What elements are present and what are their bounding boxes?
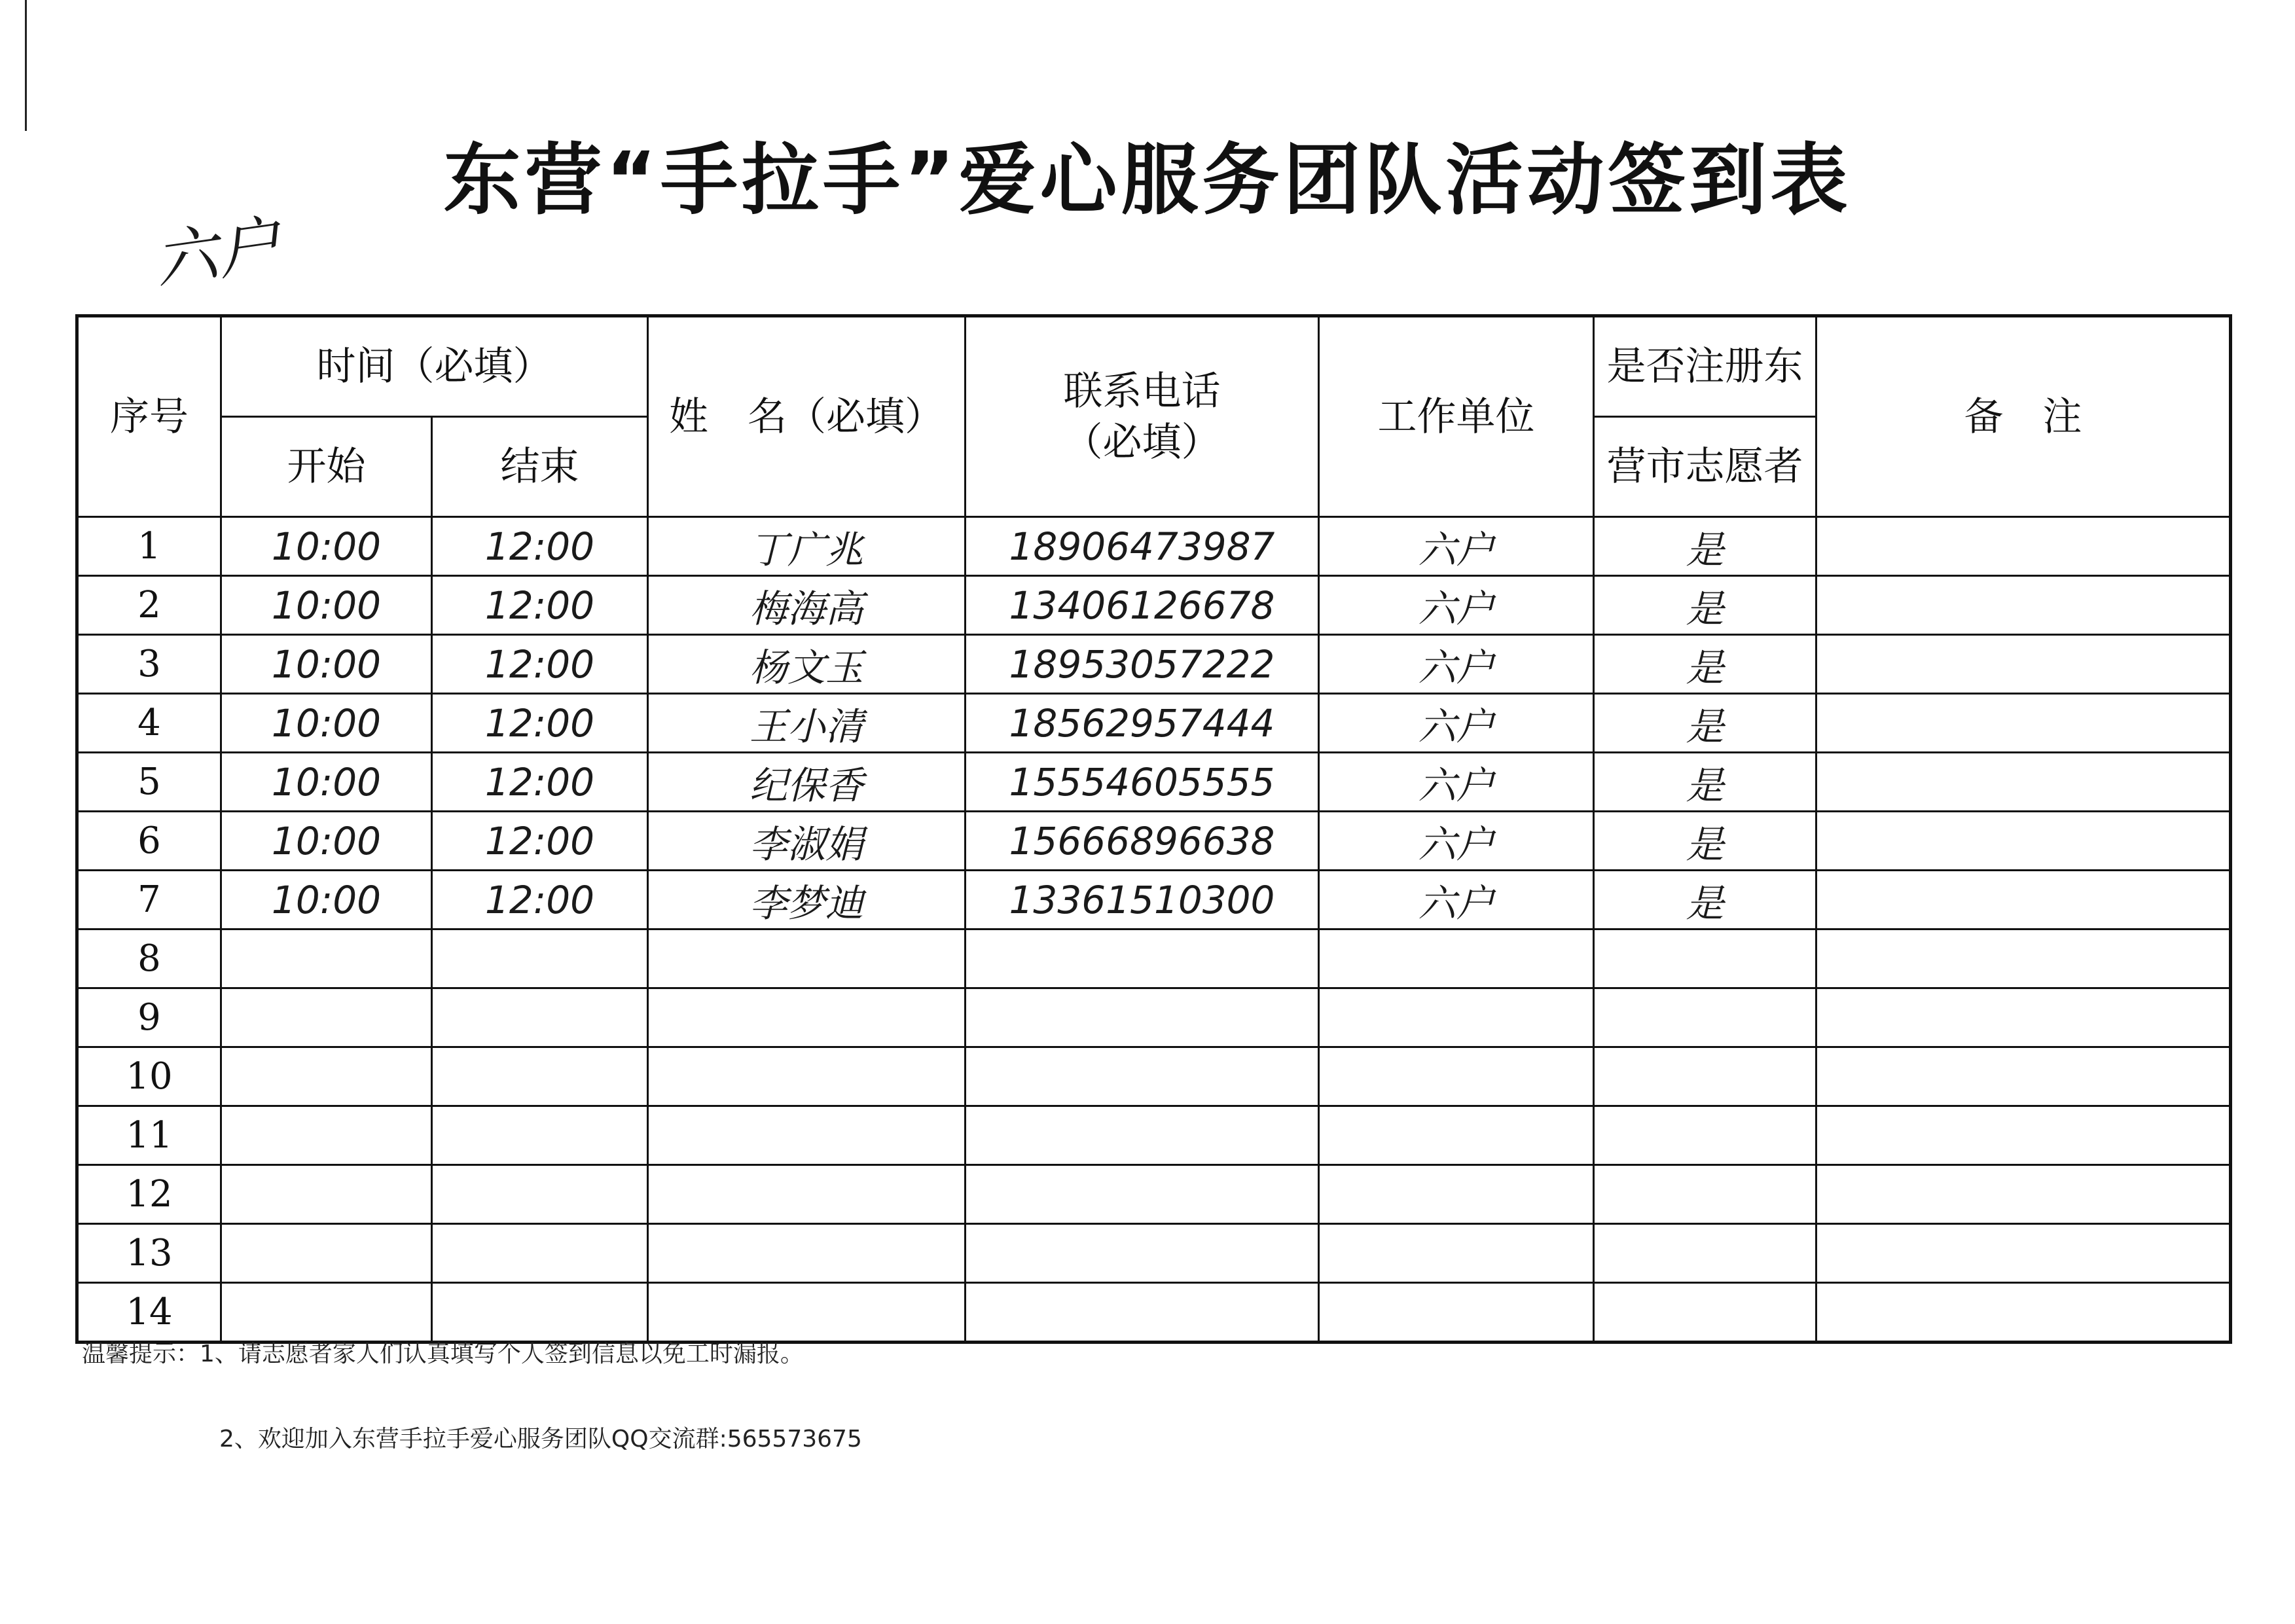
cell-unit: [1319, 1165, 1594, 1224]
table-row: [77, 812, 2231, 871]
cell-remark: [1816, 517, 2231, 576]
cell-seq: 2: [77, 576, 221, 635]
cell-phone: 13361510300: [966, 871, 1319, 929]
cell-registered: [1594, 929, 1816, 988]
cell-phone: 18562957444: [966, 694, 1319, 753]
cell-phone: [966, 1165, 1319, 1224]
page-title: 东营“手拉手”爱心服务团队活动签到表: [443, 135, 1852, 225]
cell-unit: 六户: [1319, 635, 1594, 694]
cell-start: [221, 1165, 432, 1224]
cell-seq: 9: [77, 988, 221, 1047]
cell-unit: 六户: [1319, 753, 1594, 812]
cell-unit: 六户: [1319, 812, 1594, 871]
cell-name: [648, 1224, 966, 1283]
cell-phone: [966, 929, 1319, 988]
sign-in-table: [75, 314, 2232, 1344]
cell-end: [432, 988, 648, 1047]
table-row: [77, 988, 2231, 1047]
cell-name: 梅海高: [648, 576, 966, 635]
header-start: 开始: [221, 417, 432, 517]
table-row: [77, 1224, 2231, 1283]
scan-edge-line: [25, 0, 27, 131]
cell-start: [221, 1224, 432, 1283]
cell-seq: 14: [77, 1283, 221, 1343]
header-remarks: 备 注: [1816, 316, 2231, 517]
cell-seq: 3: [77, 635, 221, 694]
cell-seq: 1: [77, 517, 221, 576]
cell-remark: [1816, 694, 2231, 753]
cell-end: 12:00: [432, 812, 648, 871]
cell-registered: [1594, 1165, 1816, 1224]
cell-unit: [1319, 988, 1594, 1047]
cell-phone: 15554605555: [966, 753, 1319, 812]
cell-name: [648, 1165, 966, 1224]
table-row: [77, 635, 2231, 694]
cell-unit: [1319, 929, 1594, 988]
cell-end: [432, 1047, 648, 1106]
cell-phone: 13406126678: [966, 576, 1319, 635]
table-body: [77, 517, 2231, 1343]
cell-end: 12:00: [432, 753, 648, 812]
cell-name: 李梦迪: [648, 871, 966, 929]
cell-remark: [1816, 1106, 2231, 1165]
cell-registered: 是: [1594, 753, 1816, 812]
handwritten-note: 六户: [150, 208, 285, 298]
header-end: 结束: [432, 417, 648, 517]
cell-phone: [966, 1047, 1319, 1106]
cell-start: 10:00: [221, 635, 432, 694]
cell-unit: 六户: [1319, 694, 1594, 753]
cell-end: [432, 1283, 648, 1343]
cell-phone: 18953057222: [966, 635, 1319, 694]
cell-name: [648, 1106, 966, 1165]
cell-end: 12:00: [432, 576, 648, 635]
cell-remark: [1816, 871, 2231, 929]
cell-end: [432, 1165, 648, 1224]
cell-unit: [1319, 1224, 1594, 1283]
cell-start: 10:00: [221, 871, 432, 929]
cell-unit: 六户: [1319, 871, 1594, 929]
header-name: 姓 名（必填）: [648, 316, 966, 517]
cell-end: [432, 1224, 648, 1283]
tips-section: [82, 1335, 862, 1453]
cell-start: 10:00: [221, 576, 432, 635]
cell-name: 纪保香: [648, 753, 966, 812]
cell-end: 12:00: [432, 517, 648, 576]
cell-registered: 是: [1594, 576, 1816, 635]
cell-remark: [1816, 812, 2231, 871]
cell-phone: 18906473987: [966, 517, 1319, 576]
cell-unit: [1319, 1106, 1594, 1165]
cell-registered: 是: [1594, 871, 1816, 929]
table-row: [77, 929, 2231, 988]
cell-name: 丁广兆: [648, 517, 966, 576]
cell-start: [221, 1283, 432, 1343]
cell-registered: [1594, 1283, 1816, 1343]
cell-name: [648, 929, 966, 988]
table-row: [77, 1047, 2231, 1106]
header-volunteer-line1: 是否注册东: [1594, 316, 1816, 417]
cell-end: 12:00: [432, 871, 648, 929]
table-row: [77, 517, 2231, 576]
header-phone-line2: （必填）: [1063, 419, 1221, 465]
table-row: [77, 871, 2231, 929]
cell-seq: 12: [77, 1165, 221, 1224]
cell-remark: [1816, 1047, 2231, 1106]
table-row: [77, 1106, 2231, 1165]
cell-start: 10:00: [221, 517, 432, 576]
cell-unit: [1319, 1283, 1594, 1343]
cell-remark: [1816, 929, 2231, 988]
cell-registered: [1594, 1047, 1816, 1106]
cell-name: 杨文玉: [648, 635, 966, 694]
cell-remark: [1816, 1283, 2231, 1343]
header-time: 时间（必填）: [221, 316, 648, 417]
table-row: [77, 576, 2231, 635]
cell-start: [221, 929, 432, 988]
cell-end: [432, 929, 648, 988]
cell-start: 10:00: [221, 812, 432, 871]
cell-name: 王小清: [648, 694, 966, 753]
cell-seq: 8: [77, 929, 221, 988]
table-row: [77, 1165, 2231, 1224]
cell-remark: [1816, 576, 2231, 635]
cell-start: [221, 1106, 432, 1165]
cell-registered: 是: [1594, 694, 1816, 753]
cell-remark: [1816, 635, 2231, 694]
cell-end: [432, 1106, 648, 1165]
cell-phone: [966, 1224, 1319, 1283]
cell-registered: [1594, 988, 1816, 1047]
cell-remark: [1816, 753, 2231, 812]
cell-remark: [1816, 1165, 2231, 1224]
cell-name: [648, 988, 966, 1047]
cell-seq: 5: [77, 753, 221, 812]
cell-start: [221, 988, 432, 1047]
cell-remark: [1816, 988, 2231, 1047]
header-seq: 序号: [77, 316, 221, 517]
cell-seq: 4: [77, 694, 221, 753]
cell-registered: 是: [1594, 517, 1816, 576]
cell-unit: 六户: [1319, 576, 1594, 635]
cell-seq: 7: [77, 871, 221, 929]
tip-line-1: 温馨提示：1、请志愿者家人们认真填写个人签到信息以免工时漏报。: [82, 1341, 804, 1367]
cell-seq: 6: [77, 812, 221, 871]
cell-start: 10:00: [221, 694, 432, 753]
cell-name: 李淑娟: [648, 812, 966, 871]
cell-registered: 是: [1594, 635, 1816, 694]
cell-phone: [966, 988, 1319, 1047]
header-phone: [966, 316, 1319, 517]
cell-registered: 是: [1594, 812, 1816, 871]
cell-phone: [966, 1106, 1319, 1165]
table-row: [77, 753, 2231, 812]
cell-remark: [1816, 1224, 2231, 1283]
cell-phone: [966, 1283, 1319, 1343]
cell-start: [221, 1047, 432, 1106]
cell-seq: 13: [77, 1224, 221, 1283]
header-phone-line1: 联系电话: [1063, 368, 1221, 414]
header-row-1: [77, 316, 2231, 417]
cell-name: [648, 1283, 966, 1343]
table-row: [77, 694, 2231, 753]
cell-registered: [1594, 1224, 1816, 1283]
cell-end: 12:00: [432, 635, 648, 694]
cell-seq: 10: [77, 1047, 221, 1106]
cell-start: 10:00: [221, 753, 432, 812]
cell-name: [648, 1047, 966, 1106]
cell-registered: [1594, 1106, 1816, 1165]
cell-seq: 11: [77, 1106, 221, 1165]
cell-phone: 15666896638: [966, 812, 1319, 871]
cell-unit: 六户: [1319, 517, 1594, 576]
tip-line-2: 2、欢迎加入东营手拉手爱心服务团队QQ交流群:565573675: [219, 1426, 862, 1453]
cell-end: 12:00: [432, 694, 648, 753]
cell-unit: [1319, 1047, 1594, 1106]
header-work-unit: 工作单位: [1319, 316, 1594, 517]
table-row: [77, 1283, 2231, 1343]
header-volunteer-line2: 营市志愿者: [1594, 417, 1816, 517]
